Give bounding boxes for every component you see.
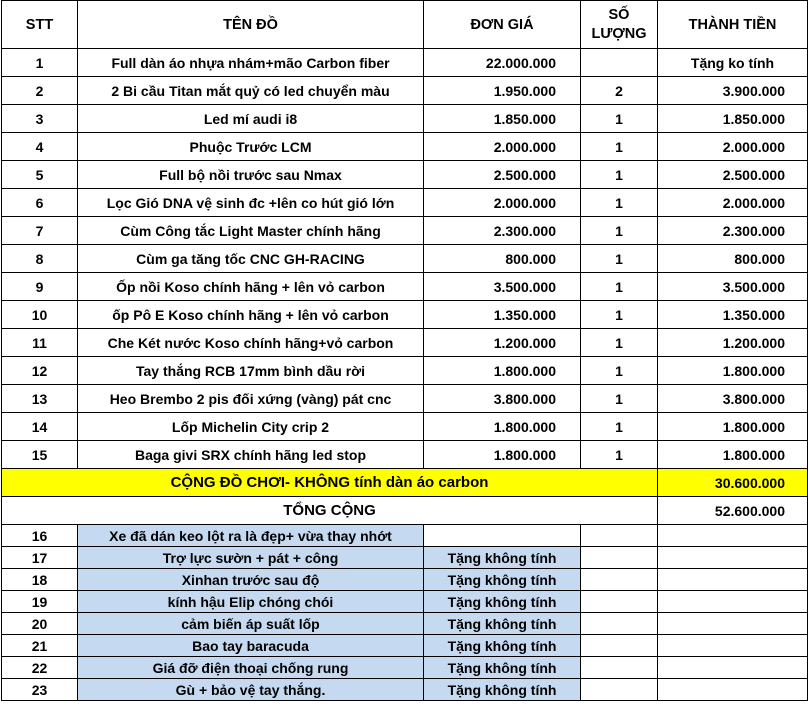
extra-stt: 22	[2, 657, 78, 679]
row-price: 1.850.000	[424, 105, 581, 133]
extra-empty-qty	[581, 569, 658, 591]
extra-note: Tặng không tính	[424, 569, 581, 591]
subtotal-label: CỘNG ĐỒ CHƠI- KHÔNG tính dàn áo carbon	[2, 469, 658, 497]
extra-empty-total	[658, 613, 808, 635]
row-name: Phuộc Trước LCM	[78, 133, 424, 161]
row-price: 1.800.000	[424, 441, 581, 469]
row-qty: 1	[581, 357, 658, 385]
row-total: 1.850.000	[658, 105, 808, 133]
table-row	[2, 161, 808, 189]
extra-row	[2, 657, 808, 679]
extra-stt: 21	[2, 635, 78, 657]
row-stt: 7	[2, 217, 78, 245]
row-qty: 2	[581, 77, 658, 105]
row-qty: 1	[581, 329, 658, 357]
row-name: Tay thắng RCB 17mm bình dầu rời	[78, 357, 424, 385]
table-row	[2, 441, 808, 469]
extra-name: Giá đỡ điện thoại chống rung	[78, 657, 424, 679]
row-price: 2.000.000	[424, 133, 581, 161]
extra-note: Tặng không tính	[424, 679, 581, 701]
table-row	[2, 189, 808, 217]
row-qty: 1	[581, 385, 658, 413]
row-total: 2.500.000	[658, 161, 808, 189]
subtotal-row	[2, 469, 808, 497]
row-qty: 1	[581, 301, 658, 329]
extra-empty-total	[658, 569, 808, 591]
table-row	[2, 105, 808, 133]
header-stt: STT	[2, 1, 78, 49]
header-so-luong-line2: LƯỢNG	[591, 25, 647, 42]
extra-empty-total	[658, 591, 808, 613]
extra-stt: 20	[2, 613, 78, 635]
extra-empty-qty	[581, 657, 658, 679]
row-qty: 1	[581, 273, 658, 301]
row-stt: 15	[2, 441, 78, 469]
grand-total-row	[2, 497, 808, 525]
row-qty: 1	[581, 441, 658, 469]
row-qty: 1	[581, 413, 658, 441]
header-ten-do: TÊN ĐỒ	[78, 1, 424, 49]
header-so-luong	[581, 1, 658, 49]
row-total: 2.000.000	[658, 189, 808, 217]
extra-stt: 16	[2, 525, 78, 547]
row-stt: 3	[2, 105, 78, 133]
extra-note	[424, 525, 581, 547]
row-total: 3.900.000	[658, 77, 808, 105]
row-qty: 1	[581, 105, 658, 133]
row-total: 1.800.000	[658, 357, 808, 385]
row-stt: 10	[2, 301, 78, 329]
extra-row	[2, 635, 808, 657]
row-stt: 12	[2, 357, 78, 385]
row-stt: 6	[2, 189, 78, 217]
row-price: 1.800.000	[424, 357, 581, 385]
extra-empty-qty	[581, 635, 658, 657]
extra-name: kính hậu Elip chóng chói	[78, 591, 424, 613]
extra-row	[2, 569, 808, 591]
extra-name: Bao tay baracuda	[78, 635, 424, 657]
extra-name: cảm biến áp suất lốp	[78, 613, 424, 635]
extra-note: Tặng không tính	[424, 591, 581, 613]
row-total: 2.000.000	[658, 133, 808, 161]
extra-empty-qty	[581, 613, 658, 635]
extra-empty-total	[658, 547, 808, 569]
extra-empty-total	[658, 635, 808, 657]
extra-stt: 18	[2, 569, 78, 591]
row-name: Lọc Gió DNA vệ sinh đc +lên co hút gió lớn	[78, 189, 424, 217]
extra-row	[2, 591, 808, 613]
row-name: Full bộ nồi trước sau Nmax	[78, 161, 424, 189]
row-price: 2.500.000	[424, 161, 581, 189]
extra-row	[2, 547, 808, 569]
row-total: 1.800.000	[658, 441, 808, 469]
row-total: 1.200.000	[658, 329, 808, 357]
row-price: 800.000	[424, 245, 581, 273]
extra-row	[2, 613, 808, 635]
table-row	[2, 217, 808, 245]
extra-empty-total	[658, 525, 808, 547]
row-total: 1.800.000	[658, 413, 808, 441]
table-row	[2, 49, 808, 77]
row-qty: 1	[581, 245, 658, 273]
row-name: ốp Pô E Koso chính hãng + lên vỏ carbon	[78, 301, 424, 329]
row-price: 3.500.000	[424, 273, 581, 301]
extra-name: Gù + bảo vệ tay thắng.	[78, 679, 424, 701]
row-name: Led mí audi i8	[78, 105, 424, 133]
row-total: Tặng ko tính	[658, 49, 808, 77]
table-row	[2, 273, 808, 301]
row-stt: 11	[2, 329, 78, 357]
extra-row	[2, 679, 808, 701]
extra-stt: 17	[2, 547, 78, 569]
row-name: Ốp nồi Koso chính hãng + lên vỏ carbon	[78, 273, 424, 301]
row-stt: 2	[2, 77, 78, 105]
row-total: 2.300.000	[658, 217, 808, 245]
row-total: 800.000	[658, 245, 808, 273]
row-total: 1.350.000	[658, 301, 808, 329]
subtotal-value: 30.600.000	[658, 469, 808, 497]
row-name: Full dàn áo nhựa nhám+mão Carbon fiber	[78, 49, 424, 77]
row-stt: 8	[2, 245, 78, 273]
row-price: 2.000.000	[424, 189, 581, 217]
extra-note: Tặng không tính	[424, 657, 581, 679]
row-name: 2 Bi cầu Titan mắt quỷ có led chuyển màu	[78, 77, 424, 105]
extra-empty-qty	[581, 525, 658, 547]
table-row	[2, 357, 808, 385]
row-price: 1.800.000	[424, 413, 581, 441]
extra-note: Tặng không tính	[424, 613, 581, 635]
table-row	[2, 385, 808, 413]
extra-empty-qty	[581, 547, 658, 569]
extra-note: Tặng không tính	[424, 635, 581, 657]
row-price: 1.950.000	[424, 77, 581, 105]
price-table	[1, 0, 808, 701]
row-stt: 1	[2, 49, 78, 77]
header-so-luong-line1: SỐ	[608, 6, 630, 23]
row-name: Cùm Công tắc Light Master chính hãng	[78, 217, 424, 245]
table-row	[2, 133, 808, 161]
grand-total-value: 52.600.000	[658, 497, 808, 525]
row-qty: 1	[581, 161, 658, 189]
table-row	[2, 301, 808, 329]
row-name: Che Két nước Koso chính hãng+vỏ carbon	[78, 329, 424, 357]
row-qty: 1	[581, 189, 658, 217]
row-price: 1.350.000	[424, 301, 581, 329]
table-row	[2, 329, 808, 357]
header-don-gia: ĐƠN GIÁ	[424, 1, 581, 49]
row-qty	[581, 49, 658, 77]
table-row	[2, 413, 808, 441]
row-stt: 9	[2, 273, 78, 301]
extra-row	[2, 525, 808, 547]
extra-empty-total	[658, 679, 808, 701]
row-name: Lốp Michelin City crip 2	[78, 413, 424, 441]
header-row	[2, 1, 808, 49]
grand-total-label: TỔNG CỘNG	[2, 497, 658, 525]
extra-empty-qty	[581, 679, 658, 701]
row-price: 2.300.000	[424, 217, 581, 245]
row-price: 3.800.000	[424, 385, 581, 413]
table-row	[2, 77, 808, 105]
row-stt: 14	[2, 413, 78, 441]
row-stt: 4	[2, 133, 78, 161]
row-qty: 1	[581, 217, 658, 245]
row-price: 22.000.000	[424, 49, 581, 77]
row-name: Cùm ga tăng tốc CNC GH-RACING	[78, 245, 424, 273]
row-total: 3.500.000	[658, 273, 808, 301]
extra-stt: 19	[2, 591, 78, 613]
row-price: 1.200.000	[424, 329, 581, 357]
row-name: Heo Brembo 2 pis đối xứng (vàng) pát cnc	[78, 385, 424, 413]
header-thanh-tien: THÀNH TIỀN	[658, 1, 808, 49]
extra-name: Xinhan trước sau độ	[78, 569, 424, 591]
extra-name: Trợ lực sườn + pát + công	[78, 547, 424, 569]
row-stt: 13	[2, 385, 78, 413]
row-stt: 5	[2, 161, 78, 189]
row-qty: 1	[581, 133, 658, 161]
extra-empty-total	[658, 657, 808, 679]
row-name: Baga givi SRX chính hãng led stop	[78, 441, 424, 469]
extra-empty-qty	[581, 591, 658, 613]
extra-note: Tặng không tính	[424, 547, 581, 569]
row-total: 3.800.000	[658, 385, 808, 413]
extra-stt: 23	[2, 679, 78, 701]
table-row	[2, 245, 808, 273]
extra-name: Xe đã dán keo lột ra là đẹp+ vừa thay nhớt	[78, 525, 424, 547]
